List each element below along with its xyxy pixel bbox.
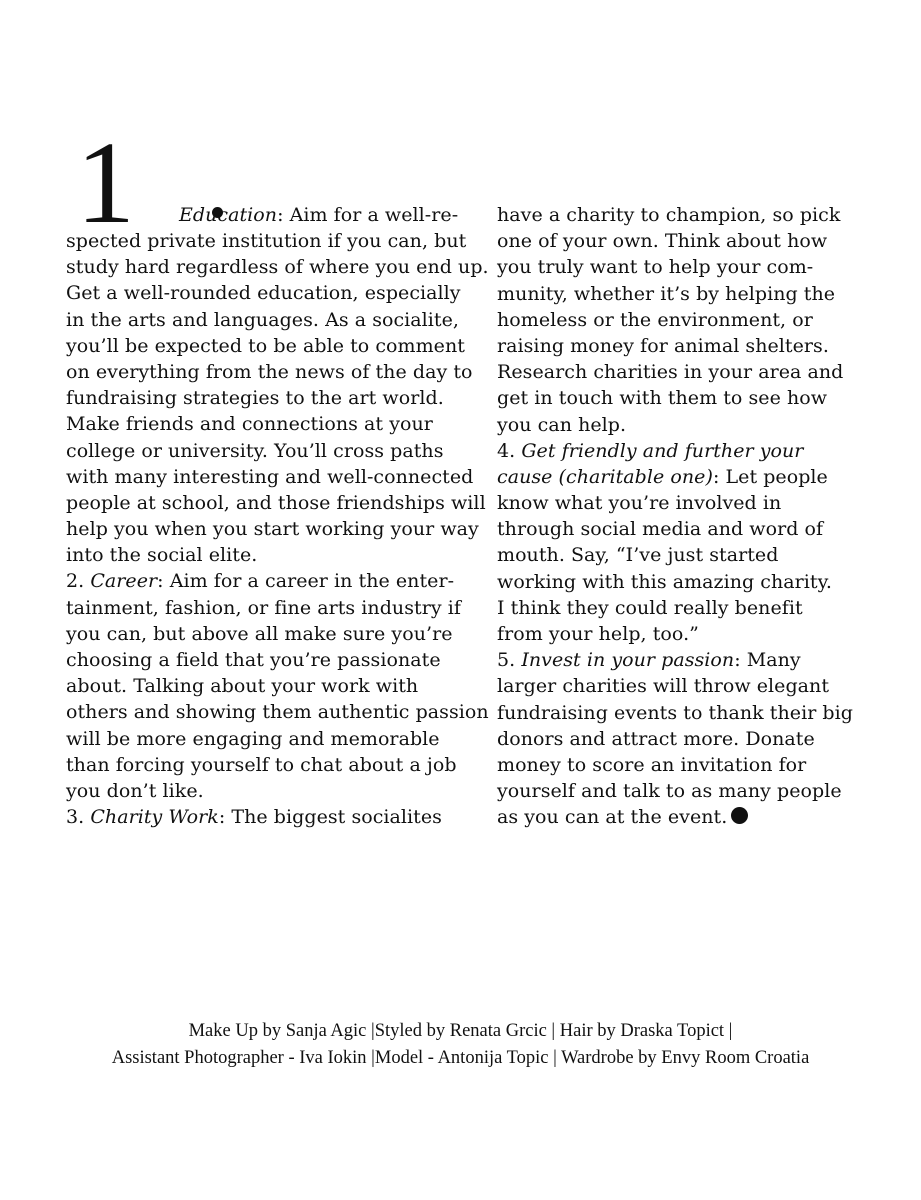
item-number: 2. <box>66 570 91 593</box>
text-line <box>66 280 466 306</box>
line-text: you can, but above all make sure you’re <box>66 622 453 645</box>
text-line <box>66 726 466 752</box>
line-text: than forcing yourself to chat about a job <box>66 753 457 776</box>
line-text: know what you’re involved in <box>497 492 782 515</box>
line-text: study hard regardless of where you end up. <box>66 256 489 279</box>
text-line <box>179 202 458 228</box>
item-heading: Career <box>90 570 158 593</box>
text-line <box>66 490 486 516</box>
item-heading: Charity Work <box>90 806 219 829</box>
text-line <box>66 699 489 725</box>
line-text: larger charities will throw elegant <box>497 675 830 698</box>
line-text: with many interesting and well-connected <box>66 465 474 488</box>
text-line <box>66 516 479 542</box>
text-line <box>497 228 867 254</box>
photo-credits <box>0 1018 921 1072</box>
line-text: one of your own. Think about how <box>497 230 828 253</box>
text-line <box>497 778 867 804</box>
line-text: you don’t like. <box>66 779 204 802</box>
line-text: you truly want to help your com- <box>497 256 814 279</box>
item-number: 4. <box>497 439 522 462</box>
line-text: college or university. You’ll cross paths <box>66 439 444 462</box>
end-mark-dot <box>731 807 748 824</box>
text-line <box>66 359 473 385</box>
credits-line: Make Up by Sanja Agic |Styled by Renata Grcic | Hair by Draska Topict | <box>188 1021 733 1041</box>
text-line <box>497 333 867 359</box>
text-line <box>497 726 867 752</box>
line-text: fundraising strategies to the art world. <box>66 387 444 410</box>
line-text: tainment, fashion, or fine arts industry if <box>66 596 461 619</box>
text-line <box>497 412 867 438</box>
line-text: in the arts and languages. As a socialite, <box>66 308 460 331</box>
line-text: Get a well-rounded education, especially <box>66 282 461 305</box>
text-line <box>66 385 466 411</box>
line-text: donors and attract more. Donate <box>497 727 815 750</box>
line-text: I think they could really benefit <box>497 596 803 619</box>
text-line <box>497 673 867 699</box>
text-line <box>497 647 867 673</box>
line-text: : Many <box>734 649 801 672</box>
right-body-lines <box>497 202 867 831</box>
line-text: others and showing them authentic passion <box>66 701 489 724</box>
line-text: into the social elite. <box>66 544 258 567</box>
text-line <box>66 752 466 778</box>
line-text: have a charity to champion, so pick <box>497 204 841 226</box>
line-text: : Let people <box>712 465 828 488</box>
line-text: raising money for animal shelters. <box>497 334 829 357</box>
article-column-right <box>497 202 867 831</box>
text-line <box>497 359 867 385</box>
line-text: : Aim for a well-re- <box>277 204 459 226</box>
item-number: 3. <box>66 806 91 829</box>
text-line <box>66 542 466 568</box>
text-line <box>497 569 867 595</box>
text-line <box>66 647 466 673</box>
line-text: Research charities in your area and <box>497 361 844 384</box>
line-text: get in touch with them to see how <box>497 387 828 410</box>
text-line <box>497 752 867 778</box>
text-line <box>497 542 867 568</box>
text-line <box>66 673 466 699</box>
item-heading: cause (charitable one) <box>497 465 713 488</box>
text-line <box>497 700 867 726</box>
text-line <box>497 490 867 516</box>
text-line <box>66 778 466 804</box>
line-text: homeless or the environment, or <box>497 308 813 331</box>
text-line <box>497 254 867 280</box>
left-body-lines <box>66 228 489 830</box>
line-text: will be more engaging and memorable <box>66 727 440 750</box>
line-text: from your help, too.” <box>497 623 699 645</box>
text-line <box>66 254 489 280</box>
text-line <box>497 307 867 333</box>
text-line <box>497 516 867 542</box>
item-heading: Invest in your passion <box>521 649 735 672</box>
line-text: people at school, and those friendships will <box>66 491 486 514</box>
text-line <box>66 804 466 830</box>
text-line <box>66 411 466 437</box>
line-text: about. Talking about your work with <box>66 675 419 698</box>
line-text: yourself and talk to as many people <box>497 780 842 803</box>
line-text: spected private institution if you can, but <box>66 230 467 252</box>
text-line <box>497 621 867 647</box>
text-line <box>497 385 867 411</box>
credits-line: Assistant Photographer - Iva Iokin |Model - Antonija Topic | Wardrobe by Envy Room Croatia <box>111 1048 810 1068</box>
text-line <box>66 568 466 594</box>
item-number: 5. <box>497 649 522 672</box>
line-text: through social media and word of <box>497 518 824 541</box>
line-text: fundraising events to thank their big <box>497 701 853 724</box>
dropcap-number: 1 <box>76 117 136 248</box>
line-text: you can help. <box>497 413 627 436</box>
text-line <box>497 202 867 228</box>
line-text: munity, whether it’s by helping the <box>497 282 836 305</box>
line-text: choosing a field that you’re passionate <box>66 649 441 671</box>
line-text: working with this amazing charity. <box>497 570 832 593</box>
line-text: help you when you start working your way <box>66 518 479 541</box>
text-line <box>497 595 867 621</box>
line-text: mouth. Say, “I’ve just started <box>497 544 779 567</box>
item-heading: Get friendly and further your <box>521 439 804 462</box>
text-line <box>66 307 466 333</box>
text-line <box>66 621 466 647</box>
line-text: Make friends and connections at your <box>66 413 433 436</box>
line-text: as you can at the event. <box>497 806 728 829</box>
line-text: : The biggest socialites <box>218 806 442 829</box>
line-text: on everything from the news of the day to <box>66 360 473 383</box>
text-line <box>497 281 867 307</box>
text-line <box>66 333 466 359</box>
text-line <box>497 438 867 464</box>
item-heading: Education <box>179 204 278 226</box>
text-line <box>66 438 466 464</box>
article-column-left <box>66 117 489 830</box>
text-line <box>66 595 466 621</box>
line-text: : Aim for a career in the enter- <box>157 570 455 593</box>
line-text: money to score an invitation for <box>497 753 807 776</box>
text-line <box>497 464 867 490</box>
text-line <box>66 464 474 490</box>
line-text: you’ll be expected to be able to comment <box>66 334 465 357</box>
text-line <box>497 804 867 830</box>
